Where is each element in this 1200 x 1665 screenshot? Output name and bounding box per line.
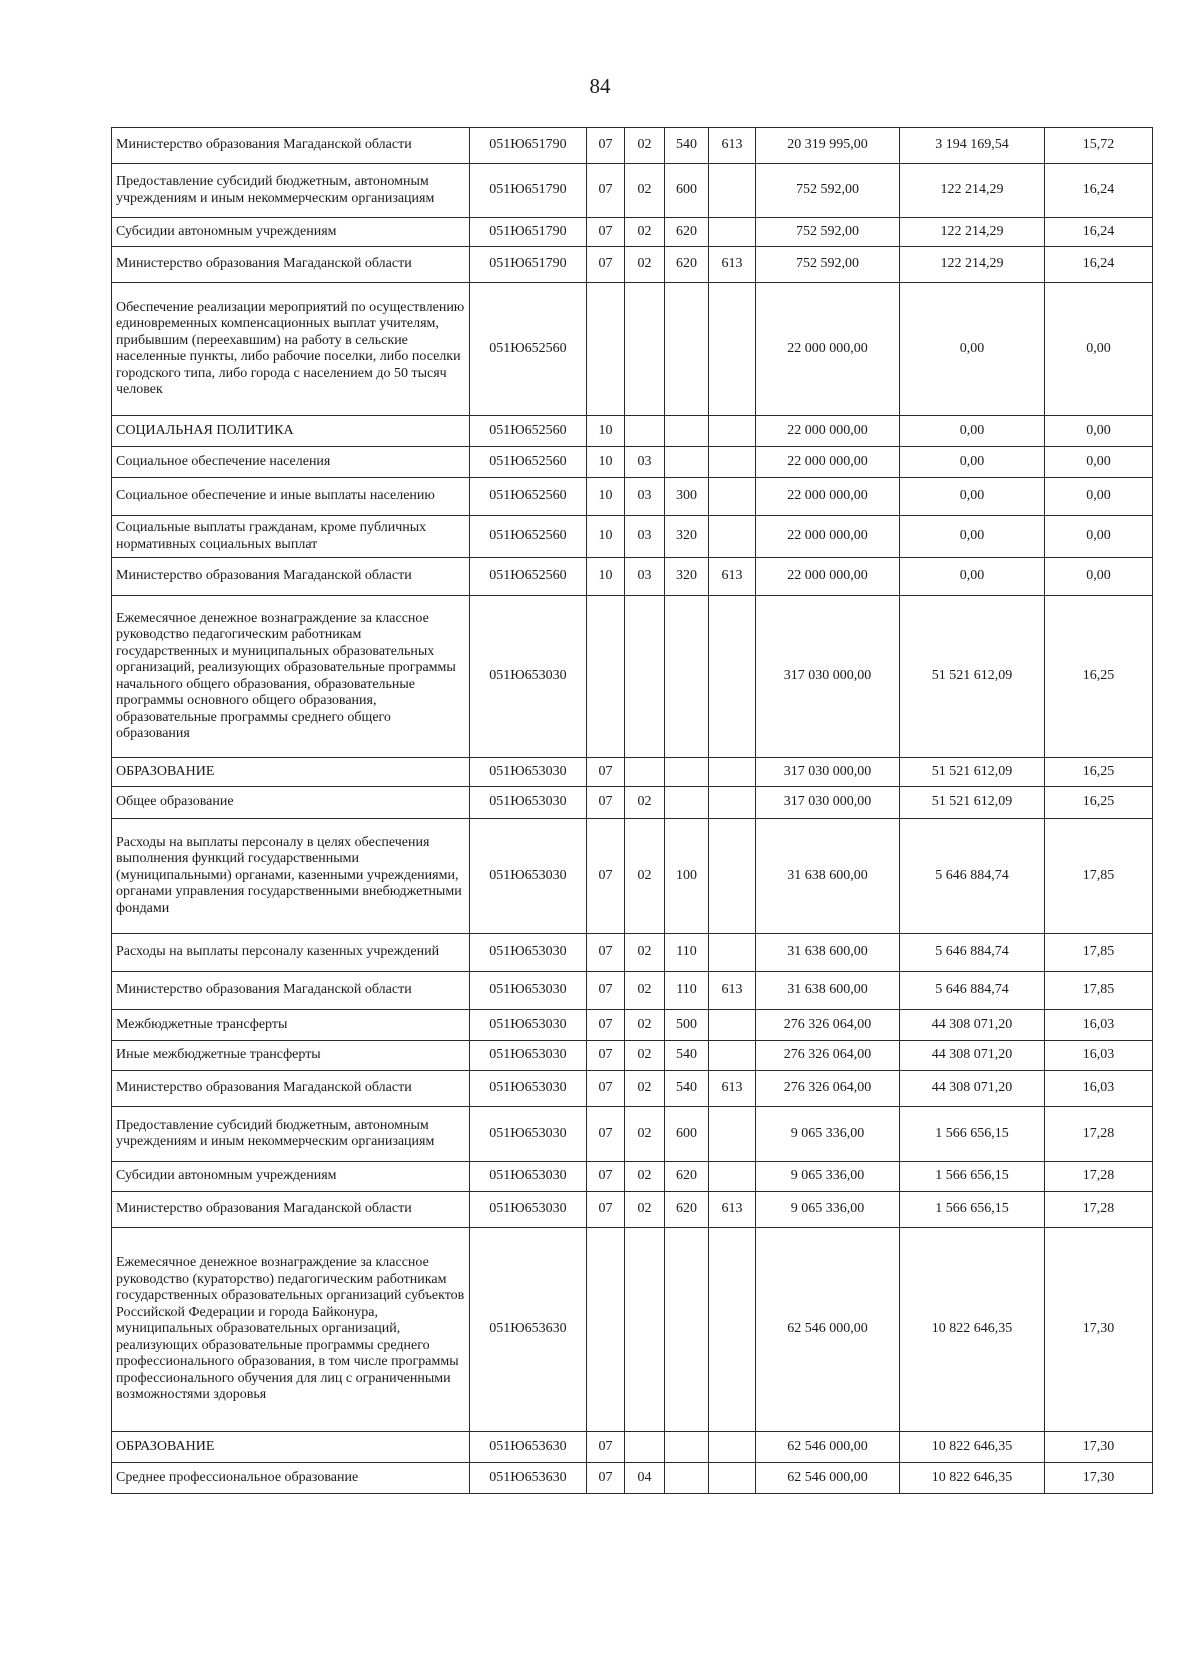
table-row <box>112 516 1153 558</box>
cell-percent: 16,24 <box>1045 247 1153 283</box>
cell-expense-type: 320 <box>665 516 709 558</box>
cell-section <box>587 1228 625 1432</box>
cell-percent: 16,25 <box>1045 596 1153 758</box>
cell-plan-amount: 22 000 000,00 <box>756 478 900 516</box>
cell-expense-type: 540 <box>665 1071 709 1107</box>
cell-admin-code <box>709 1107 756 1162</box>
cell-actual-amount: 10 822 646,35 <box>900 1432 1045 1463</box>
cell-subsection: 02 <box>625 1162 665 1192</box>
cell-expense-type: 500 <box>665 1010 709 1041</box>
cell-plan-amount: 317 030 000,00 <box>756 787 900 819</box>
cell-expense-type: 540 <box>665 128 709 164</box>
cell-expense-type: 110 <box>665 972 709 1010</box>
cell-percent: 0,00 <box>1045 416 1153 447</box>
cell-subsection: 02 <box>625 1041 665 1071</box>
cell-section: 07 <box>587 1010 625 1041</box>
cell-plan-amount: 20 319 995,00 <box>756 128 900 164</box>
cell-subsection: 02 <box>625 819 665 934</box>
cell-subsection: 02 <box>625 972 665 1010</box>
cell-subsection: 02 <box>625 164 665 218</box>
cell-percent: 0,00 <box>1045 478 1153 516</box>
table-row <box>112 1010 1153 1041</box>
cell-subsection <box>625 596 665 758</box>
cell-percent: 16,03 <box>1045 1010 1153 1041</box>
cell-percent: 0,00 <box>1045 516 1153 558</box>
cell-name: Предоставление субсидий бюджетным, автономным учреждениям и иным некоммерческим организациям <box>112 1107 470 1162</box>
cell-name: Расходы на выплаты персоналу в целях обеспечения выполнения функций государственными (муниципальными) органами, казенными учреждениями, органами управления государственными внебюджетными фондами <box>112 819 470 934</box>
cell-percent: 17,85 <box>1045 819 1153 934</box>
cell-section: 07 <box>587 1162 625 1192</box>
cell-target-code: 051Ю653630 <box>470 1432 587 1463</box>
cell-percent: 0,00 <box>1045 558 1153 596</box>
table-row <box>112 1228 1153 1432</box>
table-row <box>112 416 1153 447</box>
cell-expense-type <box>665 1228 709 1432</box>
cell-subsection <box>625 1228 665 1432</box>
page-number: 84 <box>589 74 611 98</box>
cell-actual-amount: 51 521 612,09 <box>900 596 1045 758</box>
table-row <box>112 218 1153 247</box>
cell-admin-code <box>709 934 756 972</box>
cell-target-code: 051Ю653030 <box>470 1107 587 1162</box>
cell-expense-type: 600 <box>665 1107 709 1162</box>
cell-name: Среднее профессиональное образование <box>112 1463 470 1494</box>
cell-percent: 17,28 <box>1045 1107 1153 1162</box>
cell-expense-type: 620 <box>665 247 709 283</box>
cell-name: СОЦИАЛЬНАЯ ПОЛИТИКА <box>112 416 470 447</box>
cell-name: Ежемесячное денежное вознаграждение за классное руководство (кураторство) педагогическим работникам государственных образовательных организаций субъектов Российской Федерации и города Байконура, муниципальных образовательных организаций, реализующих образовательные программы среднего профессионального образования, в том числе программы профессионального обучения для лиц с ограниченными возможностями здоровья <box>112 1228 470 1432</box>
cell-section: 07 <box>587 218 625 247</box>
cell-admin-code <box>709 218 756 247</box>
cell-actual-amount: 10 822 646,35 <box>900 1463 1045 1494</box>
cell-actual-amount: 44 308 071,20 <box>900 1041 1045 1071</box>
cell-actual-amount: 0,00 <box>900 283 1045 416</box>
cell-percent: 17,28 <box>1045 1192 1153 1228</box>
cell-percent: 16,25 <box>1045 787 1153 819</box>
cell-target-code: 051Ю653630 <box>470 1228 587 1432</box>
cell-admin-code <box>709 1010 756 1041</box>
cell-target-code: 051Ю652560 <box>470 516 587 558</box>
cell-actual-amount: 0,00 <box>900 416 1045 447</box>
cell-name: Межбюджетные трансферты <box>112 1010 470 1041</box>
cell-target-code: 051Ю653030 <box>470 596 587 758</box>
cell-section: 07 <box>587 819 625 934</box>
cell-section: 07 <box>587 972 625 1010</box>
cell-name: Министерство образования Магаданской области <box>112 247 470 283</box>
cell-plan-amount: 276 326 064,00 <box>756 1010 900 1041</box>
cell-name: ОБРАЗОВАНИЕ <box>112 1432 470 1463</box>
cell-plan-amount: 31 638 600,00 <box>756 934 900 972</box>
cell-section: 10 <box>587 558 625 596</box>
cell-plan-amount: 752 592,00 <box>756 218 900 247</box>
table-row <box>112 247 1153 283</box>
cell-subsection: 02 <box>625 128 665 164</box>
cell-admin-code <box>709 1432 756 1463</box>
cell-name: Предоставление субсидий бюджетным, автономным учреждениям и иным некоммерческим организациям <box>112 164 470 218</box>
cell-admin-code <box>709 478 756 516</box>
cell-admin-code <box>709 1162 756 1192</box>
cell-plan-amount: 9 065 336,00 <box>756 1107 900 1162</box>
cell-percent: 17,85 <box>1045 972 1153 1010</box>
cell-subsection <box>625 758 665 787</box>
cell-admin-code <box>709 164 756 218</box>
cell-plan-amount: 22 000 000,00 <box>756 516 900 558</box>
cell-actual-amount: 5 646 884,74 <box>900 934 1045 972</box>
cell-plan-amount: 22 000 000,00 <box>756 447 900 478</box>
cell-plan-amount: 752 592,00 <box>756 247 900 283</box>
cell-expense-type <box>665 283 709 416</box>
table-row <box>112 819 1153 934</box>
cell-target-code: 051Ю652560 <box>470 478 587 516</box>
cell-admin-code <box>709 283 756 416</box>
cell-section: 07 <box>587 1463 625 1494</box>
cell-name: Министерство образования Магаданской области <box>112 972 470 1010</box>
cell-actual-amount: 0,00 <box>900 447 1045 478</box>
cell-percent: 0,00 <box>1045 447 1153 478</box>
cell-admin-code <box>709 819 756 934</box>
cell-expense-type: 620 <box>665 1192 709 1228</box>
cell-plan-amount: 22 000 000,00 <box>756 283 900 416</box>
cell-admin-code <box>709 1228 756 1432</box>
cell-admin-code <box>709 596 756 758</box>
cell-target-code: 051Ю653030 <box>470 934 587 972</box>
cell-name: Ежемесячное денежное вознаграждение за классное руководство педагогическим работникам государственных и муниципальных образовательных организаций, реализующих образовательные программы начального общего образования, образовательные программы основного общего образования, образовательные программы среднего общего образования <box>112 596 470 758</box>
cell-admin-code <box>709 516 756 558</box>
cell-name: Обеспечение реализации мероприятий по осуществлению единовременных компенсационных выплат учителям, прибывшим (переехавшим) на работу в сельские населенные пункты, либо рабочие поселки, либо поселки городского типа, либо города с населением до 50 тысяч человек <box>112 283 470 416</box>
cell-target-code: 051Ю651790 <box>470 128 587 164</box>
cell-percent: 16,03 <box>1045 1041 1153 1071</box>
cell-admin-code: 613 <box>709 1192 756 1228</box>
cell-plan-amount: 62 546 000,00 <box>756 1432 900 1463</box>
cell-target-code: 051Ю652560 <box>470 447 587 478</box>
cell-expense-type: 320 <box>665 558 709 596</box>
cell-target-code: 051Ю653030 <box>470 1041 587 1071</box>
table-row <box>112 758 1153 787</box>
cell-expense-type: 620 <box>665 218 709 247</box>
cell-target-code: 051Ю651790 <box>470 164 587 218</box>
cell-percent: 17,30 <box>1045 1228 1153 1432</box>
cell-actual-amount: 0,00 <box>900 558 1045 596</box>
cell-plan-amount: 276 326 064,00 <box>756 1071 900 1107</box>
cell-percent: 16,24 <box>1045 164 1153 218</box>
cell-expense-type: 540 <box>665 1041 709 1071</box>
table-row <box>112 558 1153 596</box>
cell-actual-amount: 122 214,29 <box>900 247 1045 283</box>
cell-admin-code: 613 <box>709 558 756 596</box>
table-row <box>112 787 1153 819</box>
cell-target-code: 051Ю653030 <box>470 787 587 819</box>
cell-percent: 16,25 <box>1045 758 1153 787</box>
cell-subsection: 03 <box>625 516 665 558</box>
cell-section: 10 <box>587 447 625 478</box>
table-row <box>112 972 1153 1010</box>
cell-target-code: 051Ю653030 <box>470 972 587 1010</box>
cell-admin-code <box>709 1463 756 1494</box>
table-row <box>112 1432 1153 1463</box>
cell-expense-type <box>665 758 709 787</box>
cell-section <box>587 596 625 758</box>
cell-actual-amount: 1 566 656,15 <box>900 1192 1045 1228</box>
cell-section: 10 <box>587 516 625 558</box>
table-row <box>112 1192 1153 1228</box>
cell-actual-amount: 5 646 884,74 <box>900 819 1045 934</box>
cell-actual-amount: 3 194 169,54 <box>900 128 1045 164</box>
cell-section: 07 <box>587 787 625 819</box>
cell-section: 07 <box>587 758 625 787</box>
cell-name: ОБРАЗОВАНИЕ <box>112 758 470 787</box>
cell-subsection: 04 <box>625 1463 665 1494</box>
cell-section: 07 <box>587 164 625 218</box>
cell-plan-amount: 62 546 000,00 <box>756 1463 900 1494</box>
cell-plan-amount: 317 030 000,00 <box>756 596 900 758</box>
cell-subsection: 03 <box>625 447 665 478</box>
cell-name: Социальные выплаты гражданам, кроме публичных нормативных социальных выплат <box>112 516 470 558</box>
cell-actual-amount: 10 822 646,35 <box>900 1228 1045 1432</box>
cell-name: Министерство образования Магаданской области <box>112 128 470 164</box>
cell-percent: 15,72 <box>1045 128 1153 164</box>
cell-actual-amount: 44 308 071,20 <box>900 1010 1045 1041</box>
cell-subsection: 03 <box>625 558 665 596</box>
cell-subsection <box>625 1432 665 1463</box>
cell-section: 07 <box>587 128 625 164</box>
cell-section: 10 <box>587 478 625 516</box>
cell-target-code: 051Ю653030 <box>470 1071 587 1107</box>
cell-expense-type <box>665 596 709 758</box>
cell-plan-amount: 276 326 064,00 <box>756 1041 900 1071</box>
cell-expense-type: 110 <box>665 934 709 972</box>
table-row <box>112 478 1153 516</box>
cell-actual-amount: 51 521 612,09 <box>900 787 1045 819</box>
cell-target-code: 051Ю651790 <box>470 218 587 247</box>
table-row <box>112 447 1153 478</box>
cell-subsection <box>625 416 665 447</box>
cell-target-code: 051Ю653030 <box>470 1010 587 1041</box>
cell-target-code: 051Ю651790 <box>470 247 587 283</box>
cell-actual-amount: 0,00 <box>900 478 1045 516</box>
cell-plan-amount: 31 638 600,00 <box>756 972 900 1010</box>
cell-actual-amount: 122 214,29 <box>900 218 1045 247</box>
cell-target-code: 051Ю652560 <box>470 416 587 447</box>
cell-target-code: 051Ю653630 <box>470 1463 587 1494</box>
cell-actual-amount: 1 566 656,15 <box>900 1162 1045 1192</box>
cell-admin-code <box>709 1041 756 1071</box>
cell-subsection: 02 <box>625 218 665 247</box>
cell-expense-type: 300 <box>665 478 709 516</box>
cell-actual-amount: 1 566 656,15 <box>900 1107 1045 1162</box>
cell-plan-amount: 22 000 000,00 <box>756 558 900 596</box>
table-row <box>112 128 1153 164</box>
cell-subsection: 02 <box>625 1010 665 1041</box>
cell-section <box>587 283 625 416</box>
cell-expense-type: 620 <box>665 1162 709 1192</box>
cell-target-code: 051Ю652560 <box>470 558 587 596</box>
cell-percent: 17,85 <box>1045 934 1153 972</box>
cell-percent: 17,30 <box>1045 1463 1153 1494</box>
cell-actual-amount: 0,00 <box>900 516 1045 558</box>
table-row <box>112 283 1153 416</box>
table-row <box>112 1041 1153 1071</box>
cell-admin-code: 613 <box>709 1071 756 1107</box>
cell-name: Министерство образования Магаданской области <box>112 1071 470 1107</box>
cell-actual-amount: 122 214,29 <box>900 164 1045 218</box>
cell-section: 07 <box>587 1041 625 1071</box>
cell-percent: 17,30 <box>1045 1432 1153 1463</box>
cell-admin-code <box>709 416 756 447</box>
cell-plan-amount: 31 638 600,00 <box>756 819 900 934</box>
cell-target-code: 051Ю653030 <box>470 819 587 934</box>
cell-expense-type <box>665 447 709 478</box>
cell-subsection: 02 <box>625 787 665 819</box>
cell-expense-type <box>665 787 709 819</box>
cell-name: Субсидии автономным учреждениям <box>112 1162 470 1192</box>
cell-section: 07 <box>587 1107 625 1162</box>
cell-target-code: 051Ю653030 <box>470 1162 587 1192</box>
table-row <box>112 164 1153 218</box>
cell-name: Иные межбюджетные трансферты <box>112 1041 470 1071</box>
cell-expense-type <box>665 1432 709 1463</box>
cell-section: 07 <box>587 1071 625 1107</box>
cell-section: 07 <box>587 247 625 283</box>
cell-plan-amount: 317 030 000,00 <box>756 758 900 787</box>
cell-subsection <box>625 283 665 416</box>
cell-percent: 0,00 <box>1045 283 1153 416</box>
cell-expense-type <box>665 416 709 447</box>
cell-admin-code <box>709 758 756 787</box>
cell-subsection: 02 <box>625 934 665 972</box>
cell-subsection: 03 <box>625 478 665 516</box>
table-row <box>112 1162 1153 1192</box>
cell-plan-amount: 752 592,00 <box>756 164 900 218</box>
budget-execution-table <box>111 127 1153 1494</box>
cell-admin-code <box>709 447 756 478</box>
cell-section: 10 <box>587 416 625 447</box>
cell-subsection: 02 <box>625 1071 665 1107</box>
cell-subsection: 02 <box>625 1192 665 1228</box>
cell-actual-amount: 5 646 884,74 <box>900 972 1045 1010</box>
cell-name: Социальное обеспечение и иные выплаты населению <box>112 478 470 516</box>
cell-plan-amount: 62 546 000,00 <box>756 1228 900 1432</box>
cell-subsection: 02 <box>625 247 665 283</box>
table-row <box>112 1107 1153 1162</box>
cell-name: Социальное обеспечение населения <box>112 447 470 478</box>
table-row <box>112 596 1153 758</box>
cell-admin-code: 613 <box>709 972 756 1010</box>
cell-section: 07 <box>587 1432 625 1463</box>
cell-plan-amount: 22 000 000,00 <box>756 416 900 447</box>
table-row <box>112 934 1153 972</box>
cell-expense-type: 600 <box>665 164 709 218</box>
cell-target-code: 051Ю652560 <box>470 283 587 416</box>
cell-name: Субсидии автономным учреждениям <box>112 218 470 247</box>
table-row <box>112 1463 1153 1494</box>
cell-percent: 16,03 <box>1045 1071 1153 1107</box>
cell-section: 07 <box>587 934 625 972</box>
cell-actual-amount: 44 308 071,20 <box>900 1071 1045 1107</box>
cell-section: 07 <box>587 1192 625 1228</box>
cell-name: Общее образование <box>112 787 470 819</box>
cell-actual-amount: 51 521 612,09 <box>900 758 1045 787</box>
cell-target-code: 051Ю653030 <box>470 1192 587 1228</box>
cell-admin-code <box>709 787 756 819</box>
cell-name: Министерство образования Магаданской области <box>112 1192 470 1228</box>
cell-target-code: 051Ю653030 <box>470 758 587 787</box>
cell-expense-type: 100 <box>665 819 709 934</box>
cell-admin-code: 613 <box>709 247 756 283</box>
cell-expense-type <box>665 1463 709 1494</box>
cell-plan-amount: 9 065 336,00 <box>756 1192 900 1228</box>
table-body <box>112 128 1153 1494</box>
cell-name: Расходы на выплаты персоналу казенных учреждений <box>112 934 470 972</box>
cell-percent: 17,28 <box>1045 1162 1153 1192</box>
cell-percent: 16,24 <box>1045 218 1153 247</box>
cell-admin-code: 613 <box>709 128 756 164</box>
table-row <box>112 1071 1153 1107</box>
cell-plan-amount: 9 065 336,00 <box>756 1162 900 1192</box>
cell-name: Министерство образования Магаданской области <box>112 558 470 596</box>
cell-subsection: 02 <box>625 1107 665 1162</box>
